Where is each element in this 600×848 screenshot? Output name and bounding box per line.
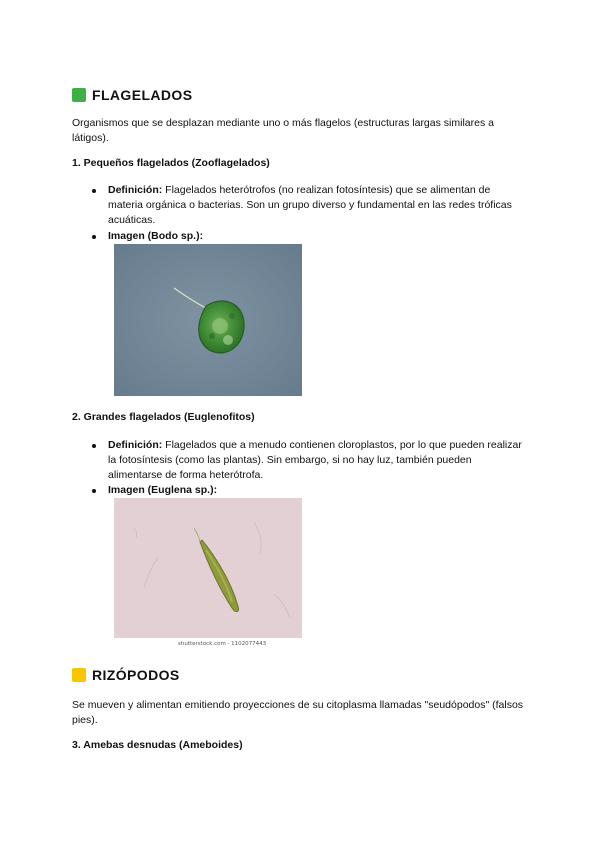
definition-item: [108, 438, 528, 483]
image-item: [108, 229, 528, 244]
definition-label: Definición:: [108, 439, 163, 451]
definition-text: Flagelados heterótrofos (no realizan fotosíntesis) que se alimentan de materia orgánica o bacterias. Son un grupo diverso y fundamental en las redes tróficas acuáticas.: [108, 184, 512, 226]
section-heading-rizopodos: [72, 667, 180, 683]
section-intro: Se mueven y alimentan emitiendo proyecciones de su citoplasma llamadas "seudópodos" (falsos pies).: [72, 699, 524, 726]
image-item: [108, 483, 528, 498]
subsection-title: 1. Pequeños flagelados (Zooflagelados): [72, 157, 270, 169]
definition-item: [108, 183, 528, 228]
yellow-square-icon: [72, 668, 86, 682]
section-heading-flagelados: [72, 87, 192, 103]
euglena-micrograph: [114, 498, 302, 638]
green-square-icon: [72, 88, 86, 102]
image-caption: shutterstock.com · 1102077443: [178, 641, 267, 647]
section-title: RIZÓPODOS: [92, 667, 180, 683]
definition-label: Definición:: [108, 184, 163, 196]
bodo-image: [114, 244, 302, 396]
section-intro: Organismos que se desplazan mediante uno o más flagelos (estructuras largas similares a látigos).: [72, 117, 494, 144]
image-label: Imagen (Euglena sp.):: [108, 484, 218, 496]
section-title: FLAGELADOS: [92, 87, 193, 103]
subsection-title: 2. Grandes flagelados (Euglenofitos): [72, 411, 255, 423]
definition-text: Flagelados que a menudo contienen cloroplastos, por lo que pueden realizar la fotosíntesis (como las plantas). Sin embargo, si no hay luz, también pueden alimentarse de forma heterótrofa.: [108, 439, 522, 481]
bodo-micrograph: [114, 244, 302, 396]
image-label: Imagen (Bodo sp.):: [108, 230, 204, 242]
subsection-title: 3. Amebas desnudas (Ameboides): [72, 739, 243, 751]
euglena-image: [114, 498, 302, 638]
